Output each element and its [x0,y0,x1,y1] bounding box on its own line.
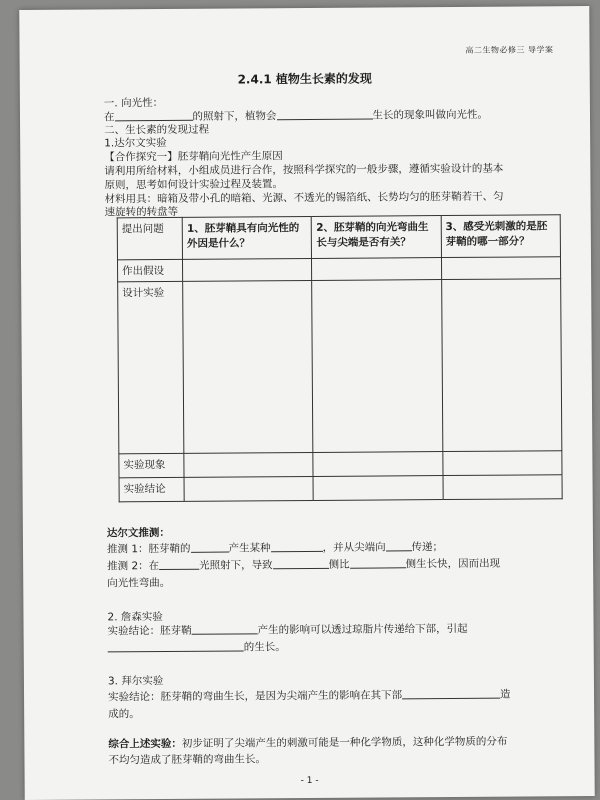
blank [273,557,329,569]
materials-line-2: 速旋转的转盘等 [104,205,179,219]
question-2: 2、胚芽鞘的向光弯曲生长与尖端是否有关？ [312,216,442,259]
materials-line-1: 材料用具：暗箱及带小孔的暗箱、光源、不透光的锡箔纸、长势均匀的胚芽鞘若干、匀 [104,190,504,206]
darwin-hypothesis-heading: 达尔文推测： [106,526,170,540]
instruction-line-2: 原则，思考如何设计实验过程及装置。 [104,178,284,192]
hypothesis-2-cont: 向光性弯曲。 [107,576,171,590]
question-1: 1、胚芽鞘具有向光性的外因是什么？ [182,216,312,259]
table-cell [443,451,562,476]
table-cell [313,452,442,477]
jensen-conclusion: 实验结论：胚芽鞘 产生的影响可以透过琼脂片传递给下部，引起 [107,622,468,638]
section-2-heading: 二、生长素的发现过程 [104,123,210,137]
hypothesis-1: 推测 1：胚芽鞘的 产生某种 ，并从尖端向 传递； [106,541,444,556]
table-cell [441,257,560,280]
paal-conclusion: 实验结论：胚芽鞘的弯曲生长，是因为尖端产生的影响在其下部 造 [108,688,511,704]
table-cell [183,280,313,453]
blank [270,540,322,552]
table-cell [441,279,561,452]
phototropism-definition: 在 的照射下，植物会 生长的现象叫做向光性。 [103,108,489,124]
paal-heading: 3. 拜尔实验 [107,675,164,688]
blank [402,687,500,700]
row-label-hypothesis: 作出假设 [117,259,182,281]
page-number: - 1 - [300,775,319,787]
table-cell [313,476,442,501]
worksheet-page [19,6,595,800]
row-label-phenomenon: 实验现象 [119,453,184,477]
header-note: 高二生物必修三 导学案 [465,45,554,55]
blank [350,556,406,568]
row-label-conclusion: 实验结论 [119,477,184,501]
blank [385,539,411,551]
table-cell [184,476,313,501]
table-cell [443,475,562,500]
jensen-heading: 2. 詹森实验 [107,611,163,624]
row-label-design: 设计实验 [118,281,184,453]
blank [192,622,258,634]
section-1-heading: 一. 向光性： [103,96,164,110]
cooperation-inquiry: 【合作探究一】胚芽鞘向光性产生原因 [104,150,283,164]
darwin-experiment-heading: 1.达尔文实验 [104,136,167,150]
table-cell [312,258,441,281]
table-cell [312,280,442,453]
blank [159,558,199,570]
jensen-conclusion-cont: 的生长。 [108,639,286,655]
table-cell [184,452,313,477]
summary-line-2: 不均匀造成了胚芽鞘的弯曲生长。 [108,753,267,767]
table-cell [183,258,312,281]
page-title: 2.4.1 植物生长素的发现 [237,71,372,87]
blank [108,639,244,652]
instruction-line-1: 请利用所给材料，小组成员进行合作，按照科学探究的一般步骤，遵循实验设计的基本 [104,162,504,178]
question-3: 3、感受光刺激的是胚芽鞘的哪一部分？ [441,215,561,258]
blank [190,541,228,553]
summary-line-1: 综合上述实验：初步证明了尖端产生的刺激可能是一种化学物质，这种化学物质的分布 [108,735,508,751]
hypothesis-2: 推测 2：在 光照射下，导致 侧比 侧生长快，因而出现 [107,557,501,573]
row-label-question: 提出问题 [117,217,182,259]
blank-light [114,109,192,122]
paal-conclusion-cont: 成的。 [108,708,140,721]
inquiry-table [117,214,563,502]
blank-growth [276,108,372,121]
